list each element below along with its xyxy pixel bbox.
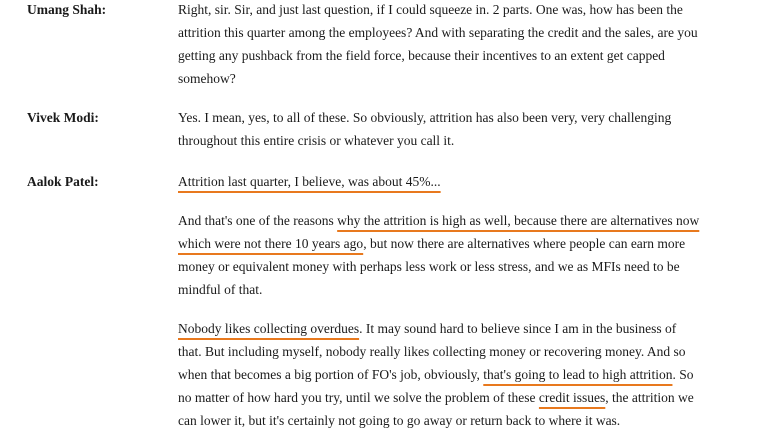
highlighted-phrase: Attrition last quarter, I believe, was about 45%... [178,174,441,189]
text-segment: attrition this quarter among the employees? And with separating the credit and the sales, are you [178,25,698,40]
text-segment: can lower it, but it's certainly not going to go away or return back to where it was. [178,413,621,428]
highlighted-phrase: credit issues [538,390,606,405]
text-segment: Right, sir. Sir, and just last question, if I could squeeze in. 2 parts. One was, how has been the [178,2,683,17]
transcript-line [178,363,693,386]
text-segment: getting any pushback from the field force, because their incentives to an extent get capped [178,48,665,63]
highlighted-phrase: which were not there 10 years ago [178,236,364,251]
transcript-line [178,386,694,409]
transcript-line [178,317,676,340]
text-segment: no matter of how hard you try, until we solve the problem of these [178,390,539,405]
text-segment: Yes. I mean, yes, to all of these. So obviously, attrition has also been very, very challenging [178,110,672,125]
text-segment: . It may sound hard to believe since I am in the business of [359,321,677,336]
transcript-line [178,170,441,193]
transcript-line [178,0,683,21]
highlighted-phrase: Nobody likes collecting overdues [178,321,360,336]
speaker-name: Vivek Modi: [27,110,99,125]
text-segment: somehow? [178,71,236,86]
transcript-line [178,340,686,363]
transcript-line [178,278,262,301]
speaker-name: Aalok Patel: [27,174,99,189]
transcript-line [178,44,665,67]
transcript-line [178,129,454,152]
transcript-line [178,106,671,129]
text-segment: throughout this entire crisis or whatever you call it. [178,133,455,148]
text-segment: when that becomes a big portion of FO's job, obviously, [178,367,484,382]
text-segment: , the attrition we [605,390,694,405]
text-segment: . So [672,367,694,382]
text-segment: mindful of that. [178,282,263,297]
speaker-name: Umang Shah: [27,2,107,17]
transcript-line [178,232,685,255]
text-segment: money or equivalent money with perhaps less work or less stress, and we as MFIs need to be [178,259,680,274]
text-segment: And that's one of the reasons [178,213,338,228]
highlighted-phrase: that's going to lead to high attrition [483,367,673,382]
transcript-line [178,409,620,432]
transcript-line [178,21,698,44]
transcript-line [178,209,699,232]
transcript-line [178,67,236,90]
text-segment: that. But including myself, nobody really likes collecting money or recovering money. And so [178,344,686,359]
highlighted-phrase: why the attrition is high as well, because there are alternatives now [337,213,700,228]
transcript-line [178,255,680,278]
text-segment: , but now there are alternatives where people can earn more [363,236,686,251]
